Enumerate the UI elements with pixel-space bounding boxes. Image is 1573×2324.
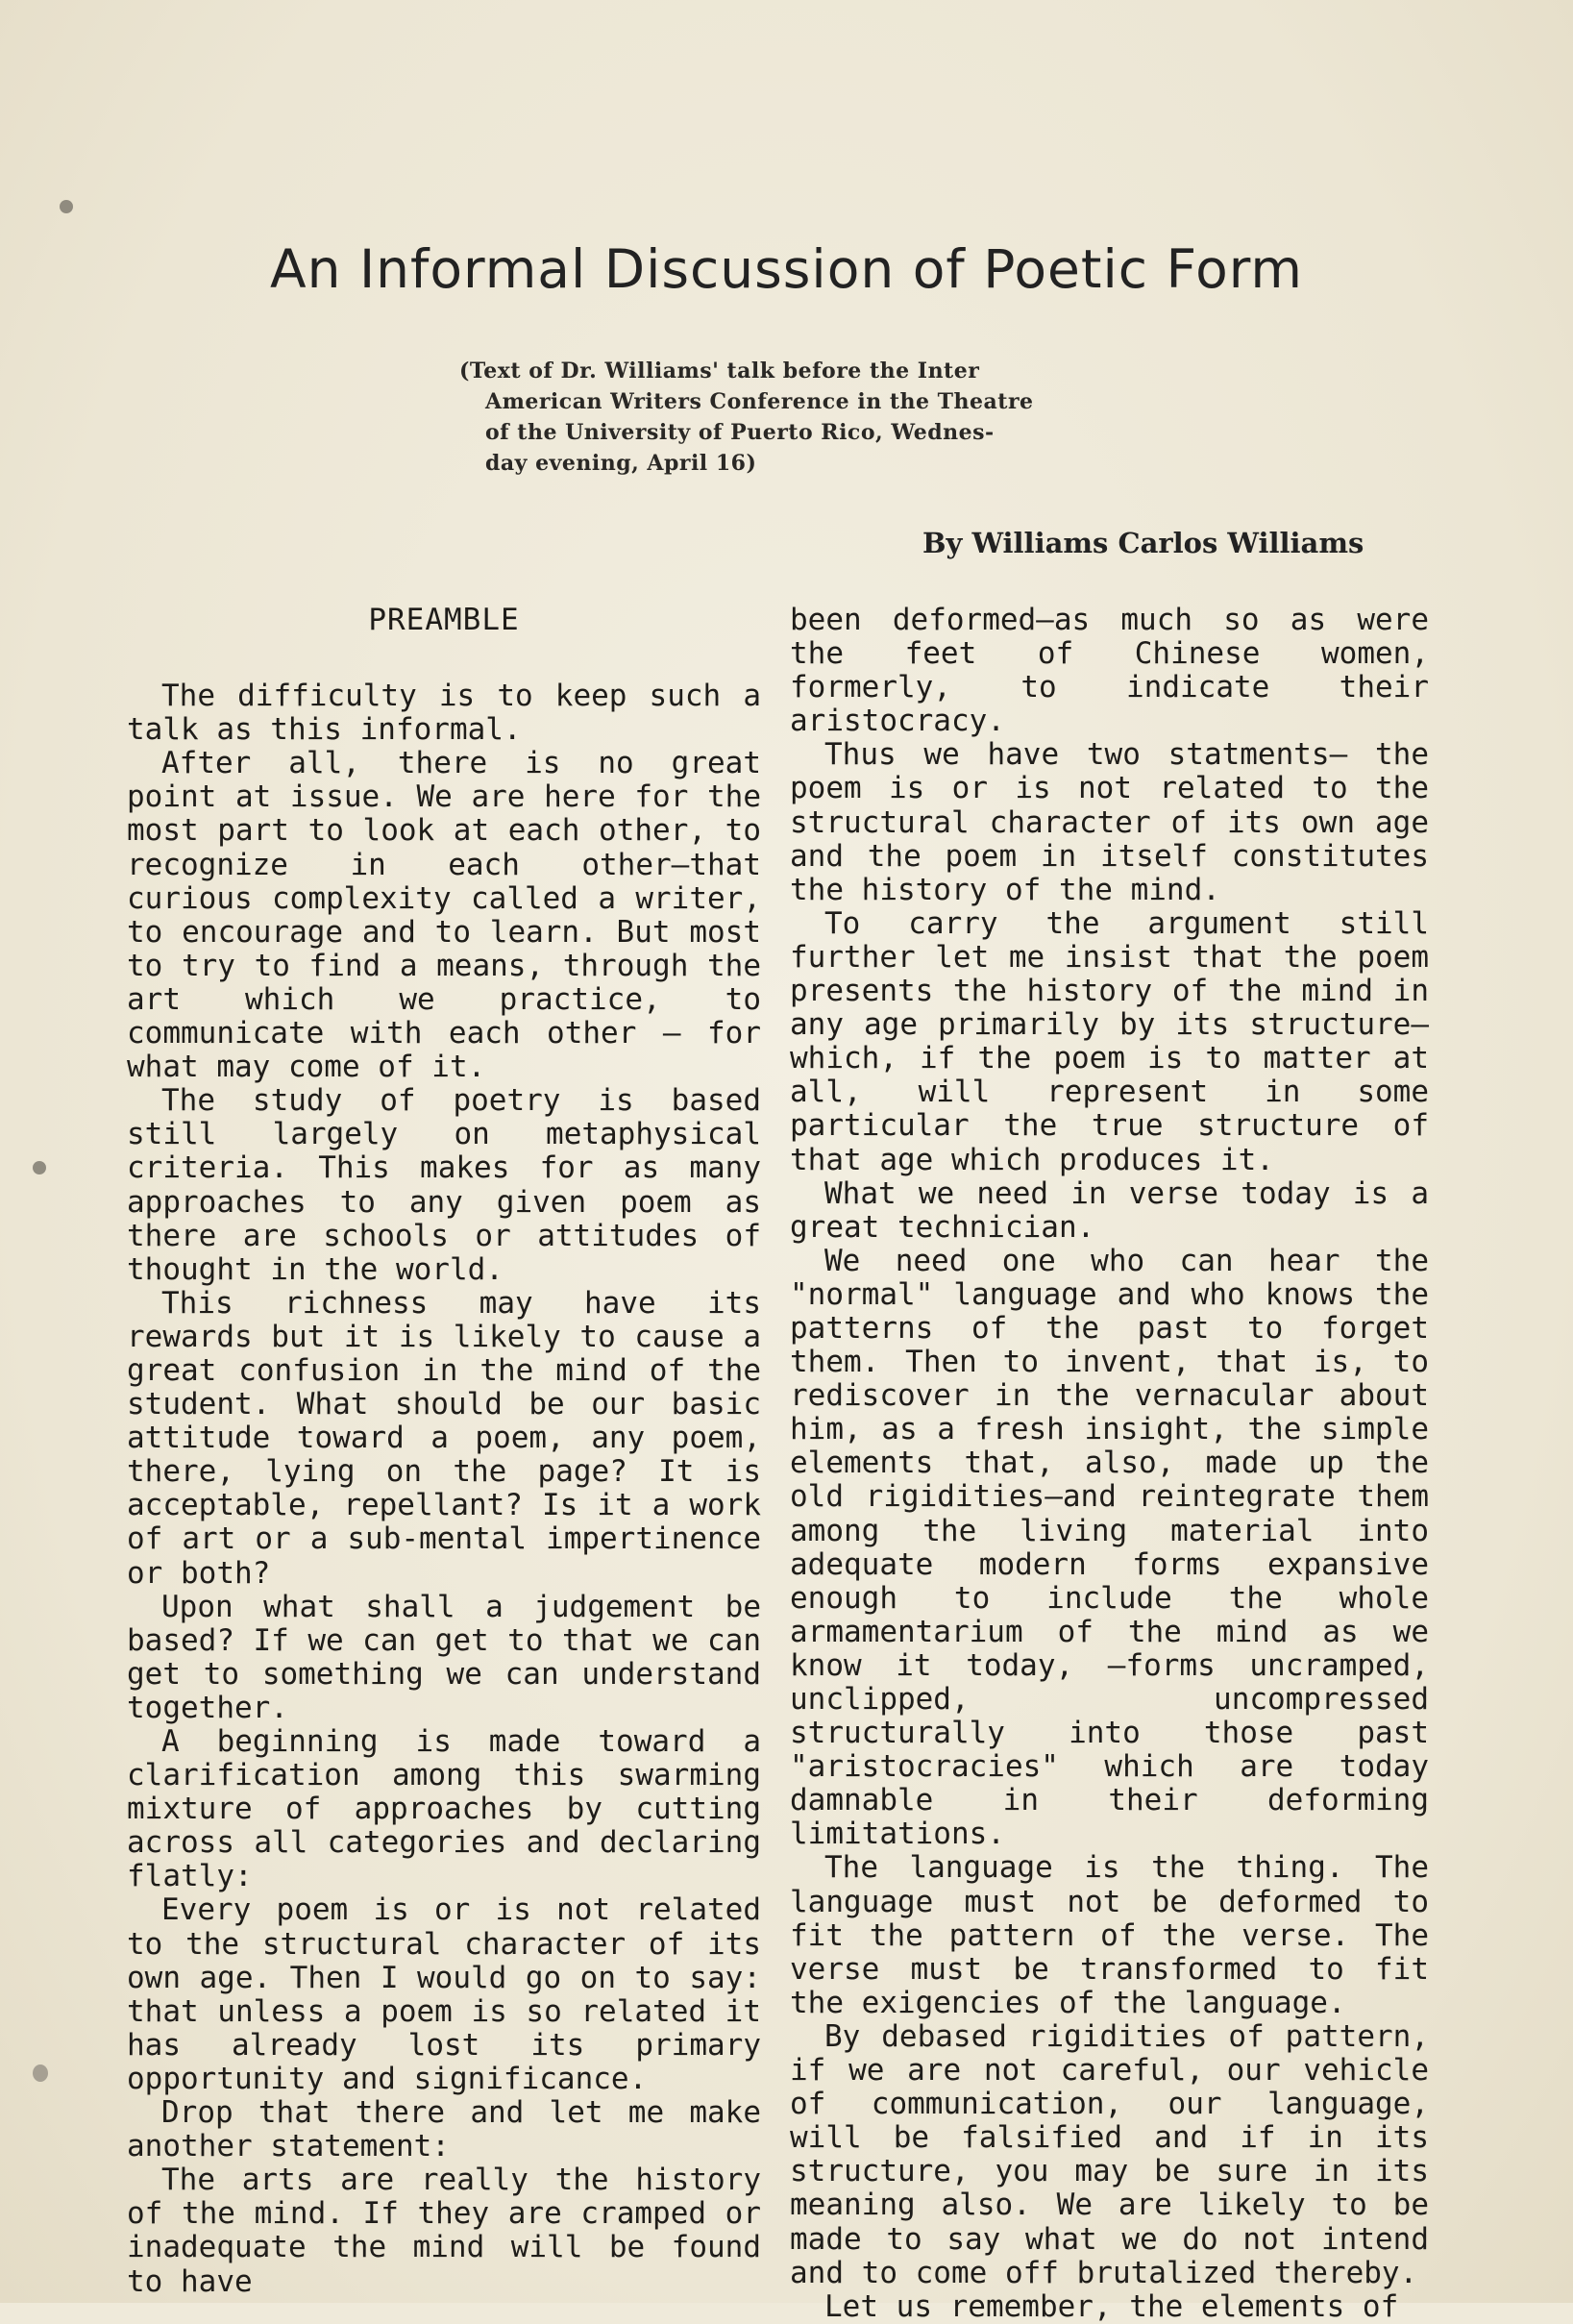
- ink-speck: [33, 2064, 48, 2082]
- section-heading: PREAMBLE: [368, 603, 520, 637]
- author-byline: By Williams Carlos Williams: [922, 527, 1364, 559]
- paragraph: The study of poetry is based still largely on metaphysical criteria. This makes for as many approaches to any given poem as there are schools or attitudes of thought in the world.: [127, 1083, 761, 1287]
- subtitle-line: of the University of Puerto Rico, Wednes-: [485, 420, 995, 445]
- paragraph: been deformed—as much so as were the feet of Chinese women, formerly, to indicate their aristocracy.: [790, 603, 1429, 739]
- paragraph: After all, there is no great point at issue. We are here for the most part to look at each other, to recognize in each other—that curious complexity called a writer, to encourage and to learn. But most to try to find a means, through the art which we practice, to communicate with each other — for what may come of it.: [127, 746, 761, 1085]
- paragraph: By debased rigidities of pattern, if we are not careful, our vehicle of communication, our language, will be falsified and if in its structure, you may be sure in its meaning also. We are likely to be made to say what we do not intend and to come off brutalized thereby.: [790, 2018, 1429, 2290]
- right-column: [790, 604, 1429, 2324]
- paragraph: What we need in verse today is a great technician.: [790, 1175, 1429, 1245]
- article-subtitle: [459, 356, 1113, 479]
- subtitle-line: day evening, April 16): [485, 451, 757, 476]
- paragraph: To carry the argument still further let me insist that the poem presents the history of the mind in any age primarily by its structure—which, if the poem is to matter at all, will represent in some particular the true structure of that age which produces it.: [790, 905, 1429, 1177]
- article-title: An Informal Discussion of Poetic Form: [269, 238, 1304, 300]
- paragraph: Drop that there and let me make another statement:: [127, 2095, 761, 2164]
- paragraph: This richness may have its rewards but it is likely to cause a great confusion in the mind of the student. What should be our basic attitude toward a poem, any poem, there, lying on the page? It is acceptable, repellant? Is it a work of art or a sub-mental impertinence or both?: [127, 1285, 761, 1591]
- paragraph: A beginning is made toward a clarification among this swarming mixture of approaches by cutting across all categories and declaring flatly:: [127, 1724, 761, 1894]
- paragraph: Let us remember, the elements of: [824, 2288, 1399, 2324]
- paragraph: Every poem is or is not related to the structural character of its own age. Then I would go on to say: that unless a poem is so related it has already lost its primary opportunity and significance.: [127, 1892, 761, 2096]
- paragraph: Thus we have two statments— the poem is or is not related to the structural character of its own age and the poem in itself constitutes the history of the mind.: [790, 737, 1429, 907]
- ink-speck: [33, 1161, 46, 1174]
- subtitle-line: (Text of Dr. Williams' talk before the Inter: [459, 358, 980, 383]
- paragraph: Upon what shall a judgement be based? If we can get to that we can get to something we can understand together.: [127, 1589, 761, 1725]
- paragraph: The difficulty is to keep such a talk as this informal.: [127, 679, 761, 748]
- subtitle-line: American Writers Conference in the Theatre: [485, 389, 1034, 414]
- paragraph: We need one who can hear the "normal" language and who knows the patterns of the past to forget them. Then to invent, that is, to rediscover in the vernacular about him, as a fresh insight, the simple elements that, also, made up the old rigidities—and reintegrate them among the living material into adequate modern forms expansive enough to include the whole armamentarium of the mind as we know it today, —forms uncramped, unclipped, uncompressed structurally into those past "aristocracies" which are today damnable in their deforming limitations.: [790, 1243, 1429, 1852]
- paragraph: The language is the thing. The language must not be deformed to fit the pattern of the verse. The verse must be transformed to fit the exigencies of the language.: [790, 1850, 1429, 2020]
- left-column: [127, 604, 761, 2299]
- paragraph: The arts are really the history of the mind. If they are cramped or inadequate the mind will be found to have: [127, 2163, 761, 2299]
- ink-speck: [60, 200, 73, 213]
